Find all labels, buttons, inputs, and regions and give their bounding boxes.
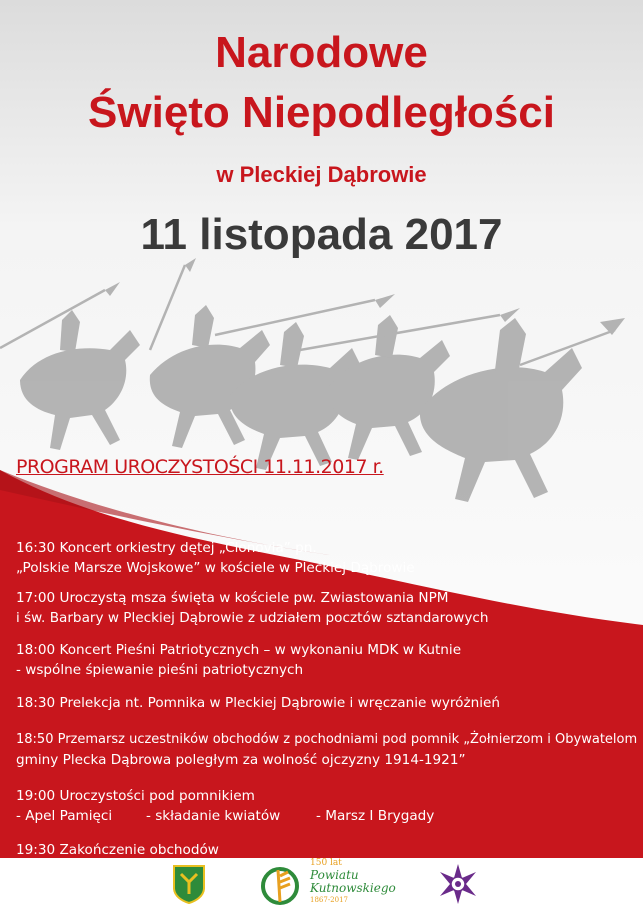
event-line: 16:30 Koncert orkiestry dętej „Clonovia” pn. [16,540,317,556]
title-line3: w Pleckiej Dąbrowie [216,162,427,187]
program-heading: PROGRAM UROCZYSTOŚCI 11.11.2017 r. [16,456,384,478]
event-item [16,588,636,628]
event-item [16,730,636,770]
event-line: i św. Barbary w Pleckiej Dąbrowie z udziałem pocztów sztandarowych [16,610,489,626]
title-line2: Święto Niepodległości [88,88,555,137]
event-sublist [16,806,636,826]
star-emblem-icon [436,862,480,906]
event-subitem: - Marsz I Brygady [316,808,435,824]
title-line1: Narodowe [215,28,428,77]
event-item [16,840,636,860]
county-anniversary-text [310,858,396,906]
logo-text: Powiatu [310,868,359,882]
event-item [16,538,636,578]
event-line: 19:30 Zakończenie obchodów [16,842,219,858]
county-anniversary-logo-icon [260,862,308,906]
logo-text: 150 lat [310,858,342,868]
event-item [16,640,636,680]
event-line: 17:00 Uroczystą msza święta w kościele pw. Zwiastowania NPM [16,590,449,606]
event-line: 18:30 Prelekcja nt. Pomnika w Pleckiej Dąbrowie i wręczanie wyróżnień [16,695,500,711]
logo-text: Kutnowskiego [310,881,396,895]
event-item [16,693,636,713]
event-line: 18:00 Koncert Pieśni Patriotycznych – w wykonaniu MDK w Kutnie [16,642,462,658]
event-line: „Polskie Marsze Wojskowe” w kościele w Pleckiej Dąbrowie [16,560,415,576]
logo-text: 1867-2017 [310,896,348,904]
event-line: - wspólne śpiewanie pieśni patriotycznych [16,662,304,678]
event-date: 11 listopada 2017 [140,210,503,259]
event-item [16,786,636,826]
event-line: 19:00 Uroczystości pod pomnikiem [16,788,255,804]
event-subitem: - składanie kwiatów [146,808,281,824]
footer-logos [0,858,643,909]
event-line: 18:50 Przemarsz uczestników obchodów z pochodniami pod pomnik „Żołnierzom i Obywatelom [16,732,638,747]
event-line: gminy Plecka Dąbrowa poległym za wolność ojczyzny 1914-1921” [16,752,466,768]
event-subitem: - Apel Pamięci [16,808,113,824]
coat-of-arms-icon [172,864,206,904]
